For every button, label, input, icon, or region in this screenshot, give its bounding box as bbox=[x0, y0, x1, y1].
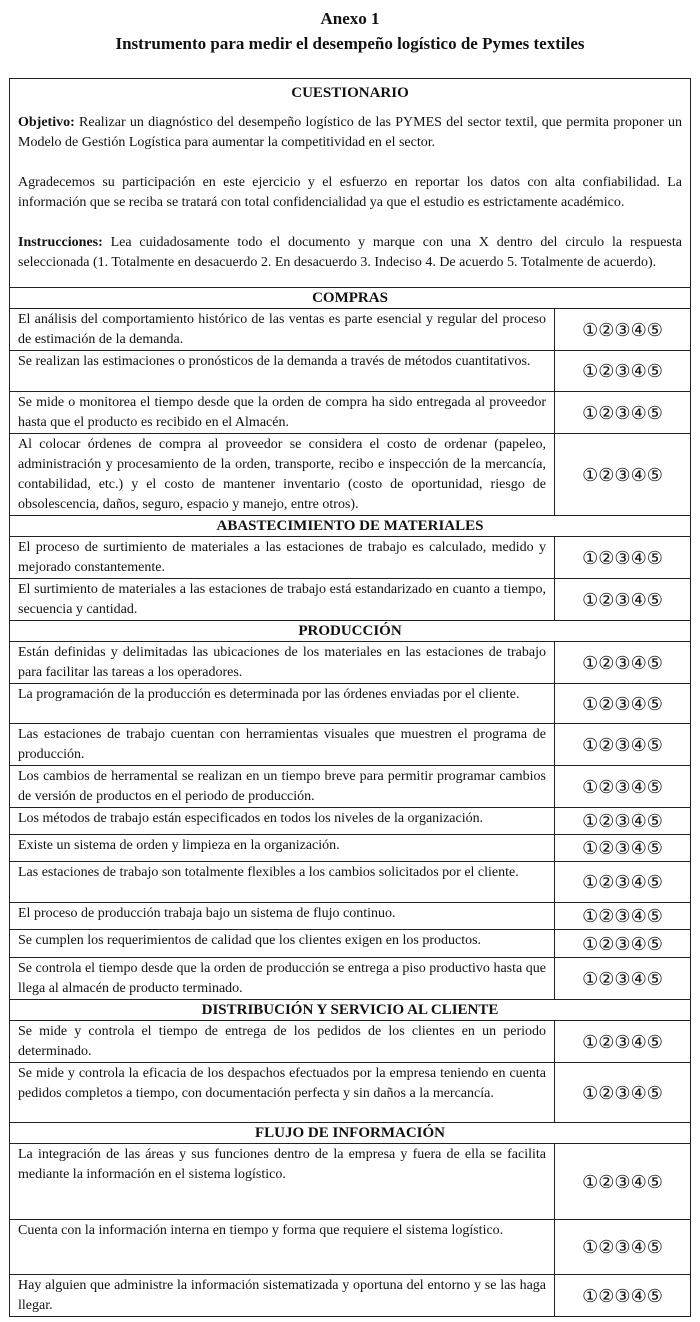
question-text: Las estaciones de trabajo cuentan con herramientas visuales que muestren el programa de producción. bbox=[10, 724, 555, 766]
likert-scale-options[interactable]: ①②③④⑤ bbox=[555, 1220, 691, 1275]
likert-scale-options[interactable]: ①②③④⑤ bbox=[555, 1144, 691, 1220]
section-header-row bbox=[10, 288, 691, 309]
likert-scale-options[interactable]: ①②③④⑤ bbox=[555, 434, 691, 516]
objective-label: Objetivo: bbox=[18, 115, 75, 130]
question-text: La programación de la producción es determinada por las órdenes enviadas por el cliente. bbox=[10, 684, 555, 724]
section-title: PRODUCCIÓN bbox=[10, 621, 691, 642]
question-row bbox=[10, 351, 691, 392]
instructions-paragraph bbox=[18, 233, 682, 273]
question-row bbox=[10, 1275, 691, 1317]
question-text: Al colocar órdenes de compra al proveedor se considera el costo de ordenar (papeleo, administración y procesamiento de la orden, transporte, recibo e inspección de la mercancía, contabilidad, etc.) y el costo de mantener inventario (costo de oportunidad, riesgo de obsolescencia, daños, seguro, espacio y manejo, entre otros). bbox=[10, 434, 555, 516]
question-text: Se mide y controla el tiempo de entrega de los pedidos de los clientes en un periodo determinado. bbox=[10, 1021, 555, 1063]
question-row bbox=[10, 392, 691, 434]
question-text: El proceso de producción trabaja bajo un sistema de flujo continuo. bbox=[10, 903, 555, 930]
question-row bbox=[10, 1063, 691, 1123]
likert-scale-options[interactable]: ①②③④⑤ bbox=[555, 1063, 691, 1123]
question-row bbox=[10, 862, 691, 903]
question-row bbox=[10, 766, 691, 808]
question-text: Existe un sistema de orden y limpieza en la organización. bbox=[10, 835, 555, 862]
question-text: Hay alguien que administre la información sistematizada y oportuna del entorno y se las haga llegar. bbox=[10, 1275, 555, 1317]
questionnaire-table bbox=[9, 78, 691, 1317]
question-text: Las estaciones de trabajo son totalmente flexibles a los cambios solicitados por el cliente. bbox=[10, 862, 555, 903]
question-row bbox=[10, 579, 691, 621]
question-row bbox=[10, 903, 691, 930]
likert-scale-options[interactable]: ①②③④⑤ bbox=[555, 903, 691, 930]
question-row bbox=[10, 434, 691, 516]
question-row bbox=[10, 642, 691, 684]
intro-cell bbox=[10, 79, 691, 288]
likert-scale-options[interactable]: ①②③④⑤ bbox=[555, 724, 691, 766]
question-text: Se realizan las estimaciones o pronósticos de la demanda a través de métodos cuantitativos. bbox=[10, 351, 555, 392]
question-text: El surtimiento de materiales a las estaciones de trabajo está estandarizado en cuanto a tiempo, secuencia y cantidad. bbox=[10, 579, 555, 621]
likert-scale-options[interactable]: ①②③④⑤ bbox=[555, 684, 691, 724]
question-text: El análisis del comportamiento histórico de las ventas es parte esencial y regular del proceso de estimación de la demanda. bbox=[10, 309, 555, 351]
question-row bbox=[10, 808, 691, 835]
likert-scale-options[interactable]: ①②③④⑤ bbox=[555, 1275, 691, 1317]
likert-scale-options[interactable]: ①②③④⑤ bbox=[555, 351, 691, 392]
thanks-paragraph: Agradecemos su participación en este ejercicio y el esfuerzo en reportar los datos con alta confiabilidad. La información que se reciba se tratará con total confidencialidad ya que el estudio es estrictamente académico. bbox=[18, 175, 682, 210]
question-text: Están definidas y delimitadas las ubicaciones de los materiales en las estaciones de trabajo para facilitar las tareas a los operadores. bbox=[10, 642, 555, 684]
question-text: La integración de las áreas y sus funciones dentro de la empresa y fuera de ella se facilita mediante la información en el sistema logístico. bbox=[10, 1144, 555, 1220]
likert-scale-options[interactable]: ①②③④⑤ bbox=[555, 642, 691, 684]
question-row bbox=[10, 930, 691, 958]
section-title: DISTRIBUCIÓN Y SERVICIO AL CLIENTE bbox=[10, 1000, 691, 1021]
section-header-row bbox=[10, 1000, 691, 1021]
question-text: Cuenta con la información interna en tiempo y forma que requiere el sistema logístico. bbox=[10, 1220, 555, 1275]
question-text: Los cambios de herramental se realizan en un tiempo breve para permitir programar cambios de versión de productos en el periodo de producción. bbox=[10, 766, 555, 808]
section-title: ABASTECIMIENTO DE MATERIALES bbox=[10, 516, 691, 537]
annex-label: Anexo 1 bbox=[320, 9, 380, 28]
likert-scale-options[interactable]: ①②③④⑤ bbox=[555, 537, 691, 579]
likert-scale-options[interactable]: ①②③④⑤ bbox=[555, 309, 691, 351]
question-row bbox=[10, 309, 691, 351]
question-row bbox=[10, 1220, 691, 1275]
question-row bbox=[10, 684, 691, 724]
intro-row bbox=[10, 79, 691, 288]
section-title: FLUJO DE INFORMACIÓN bbox=[10, 1123, 691, 1144]
likert-scale-options[interactable]: ①②③④⑤ bbox=[555, 930, 691, 958]
section-header-row bbox=[10, 1123, 691, 1144]
document-title: Instrumento para medir el desempeño logístico de Pymes textiles bbox=[115, 34, 585, 53]
question-row bbox=[10, 958, 691, 1000]
instructions-text: Lea cuidadosamente todo el documento y marque con una X dentro del circulo la respuesta seleccionada (1. Totalmente en desacuerdo 2. En desacuerdo 3. Indeciso 4. De acuerdo 5. Totalmente de acuerdo). bbox=[18, 235, 682, 270]
likert-scale-options[interactable]: ①②③④⑤ bbox=[555, 835, 691, 862]
question-text: Se mide y controla la eficacia de los despachos efectuados por la empresa teniendo en cuenta pedidos completos a tiempo, con documentación perfecta y sin daños a la mercancía. bbox=[10, 1063, 555, 1123]
question-text: Se cumplen los requerimientos de calidad que los clientes exigen en los productos. bbox=[10, 930, 555, 958]
objective-paragraph bbox=[18, 113, 682, 153]
likert-scale-options[interactable]: ①②③④⑤ bbox=[555, 1021, 691, 1063]
section-title: COMPRAS bbox=[10, 288, 691, 309]
likert-scale-options[interactable]: ①②③④⑤ bbox=[555, 958, 691, 1000]
likert-scale-options[interactable]: ①②③④⑤ bbox=[555, 808, 691, 835]
question-row bbox=[10, 724, 691, 766]
likert-scale-options[interactable]: ①②③④⑤ bbox=[555, 766, 691, 808]
questionnaire-heading: CUESTIONARIO bbox=[291, 85, 409, 101]
question-row bbox=[10, 1021, 691, 1063]
question-row bbox=[10, 835, 691, 862]
question-text: Los métodos de trabajo están especificados en todos los niveles de la organización. bbox=[10, 808, 555, 835]
likert-scale-options[interactable]: ①②③④⑤ bbox=[555, 579, 691, 621]
question-row bbox=[10, 537, 691, 579]
question-row bbox=[10, 1144, 691, 1220]
objective-text: Realizar un diagnóstico del desempeño logístico de las PYMES del sector textil, que permita proponer un Modelo de Gestión Logística para aumentar la competitividad en el sector. bbox=[18, 115, 682, 150]
section-header-row bbox=[10, 621, 691, 642]
likert-scale-options[interactable]: ①②③④⑤ bbox=[555, 392, 691, 434]
question-text: Se mide o monitorea el tiempo desde que la orden de compra ha sido entregada al proveedor hasta que el producto es recibido en el Almacén. bbox=[10, 392, 555, 434]
question-text: El proceso de surtimiento de materiales a las estaciones de trabajo es calculado, medido y mejorado constantemente. bbox=[10, 537, 555, 579]
likert-scale-options[interactable]: ①②③④⑤ bbox=[555, 862, 691, 903]
section-header-row bbox=[10, 516, 691, 537]
instructions-label: Instrucciones: bbox=[18, 235, 103, 250]
question-text: Se controla el tiempo desde que la orden de producción se entrega a piso productivo hasta que llega al almacén de producto terminado. bbox=[10, 958, 555, 1000]
